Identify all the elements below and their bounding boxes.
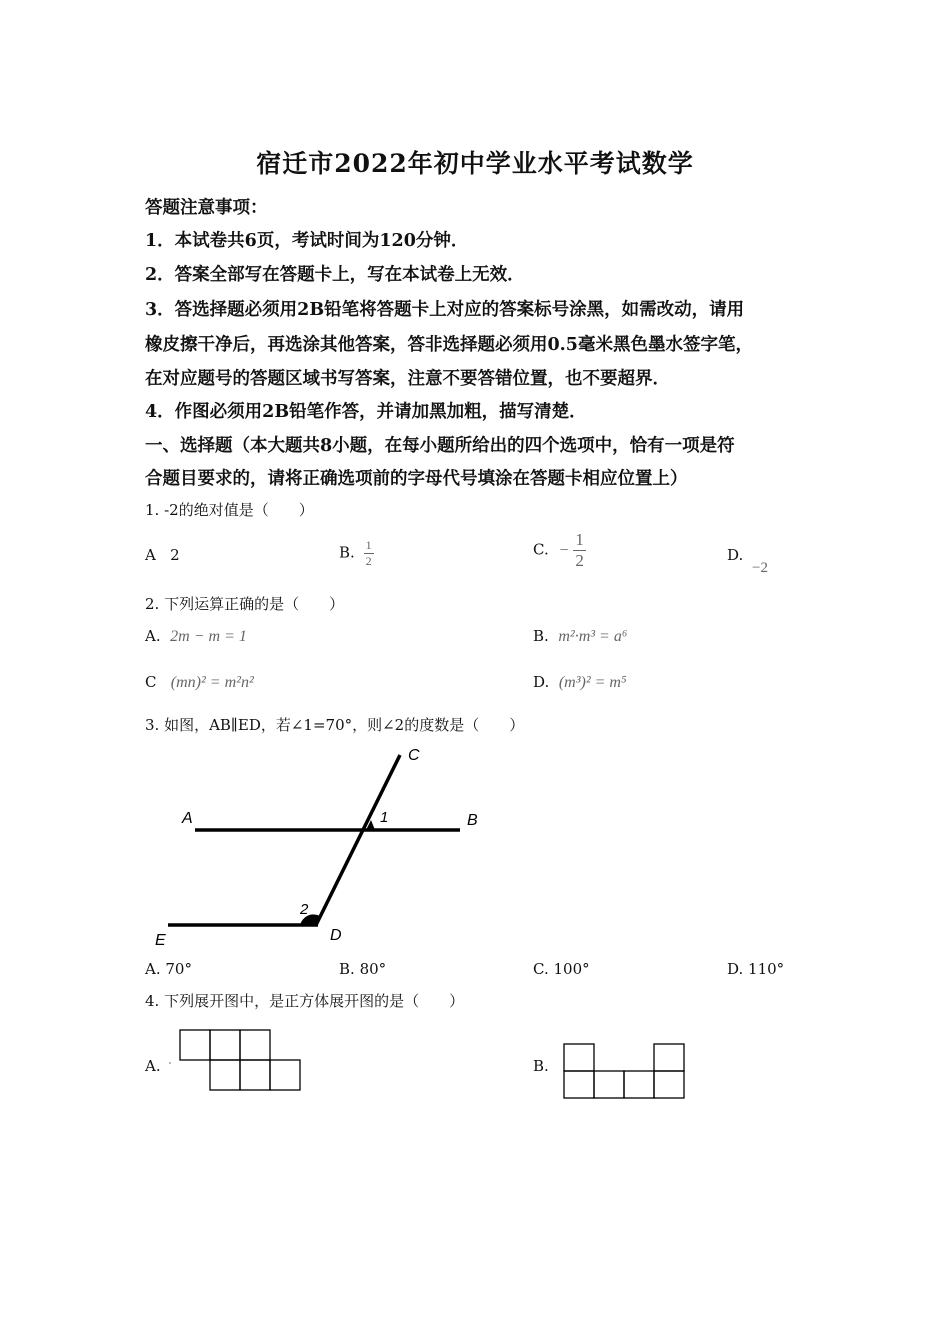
option-value: 70° (165, 960, 192, 978)
q3-option-c[interactable] (533, 960, 590, 978)
numerator: 1 (365, 538, 372, 552)
option-value: 100° (553, 960, 590, 978)
math-expression: 2m − m = 1 (170, 628, 247, 645)
option-label: A. (145, 627, 161, 645)
net-square (240, 1030, 270, 1060)
q4-option-b[interactable] (533, 1057, 549, 1075)
q3-stem: 3. 如图，AB∥ED，若∠1=70°，则∠2的度数是（ ） (145, 716, 525, 734)
notice-item: 2．答案全部写在答题卡上，写在本试卷上无效． (145, 265, 525, 285)
q2-option-b[interactable] (533, 627, 627, 646)
q2-option-d[interactable] (533, 673, 627, 692)
q3-option-b[interactable] (339, 960, 386, 978)
q4-option-a[interactable] (145, 1057, 161, 1075)
option-label: D. (727, 546, 744, 564)
dot-mark (169, 1062, 171, 1064)
net-square (654, 1044, 684, 1071)
math-expression: (m³)² = m⁵ (558, 674, 627, 691)
q1-option-d[interactable] (727, 546, 743, 564)
option-label: B. (533, 627, 549, 645)
net-square (180, 1030, 210, 1060)
notice-heading: 答题注意事项： (145, 198, 268, 218)
notice-item: 1．本试卷共6页，考试时间为120分钟． (145, 231, 469, 251)
q4-net-a (166, 1028, 306, 1092)
line-cd (316, 755, 400, 925)
net-square (654, 1071, 684, 1098)
label-d: D (330, 927, 342, 944)
option-label: C. (533, 540, 549, 559)
option-label: A (145, 546, 156, 564)
option-label: C (145, 673, 157, 691)
minus-sign: − (559, 541, 569, 559)
option-label: A. (145, 1057, 161, 1075)
page-title: 宿迁市2022年初中学业水平考试数学 (256, 149, 694, 178)
section-heading: 一、选择题（本大题共8小题，在每小题所给出的四个选项中，恰有一项是符 (145, 436, 735, 456)
q2-stem: 2. 下列运算正确的是（ ） (145, 595, 345, 613)
net-square (210, 1030, 240, 1060)
section-heading-cont: 合题目要求的，请将正确选项前的字母代号填涂在答题卡相应位置上） (145, 469, 688, 489)
q3-option-a[interactable] (145, 960, 192, 978)
label-b: B (467, 812, 478, 829)
q1-option-d-value: −2 (752, 560, 768, 576)
fraction (573, 530, 586, 571)
math-expression: m²·m³ = a⁶ (558, 628, 628, 645)
net-square (210, 1060, 240, 1090)
option-label: C. (533, 960, 549, 978)
option-label: B. (339, 543, 355, 562)
net-square (564, 1071, 594, 1098)
q2-option-a[interactable] (145, 627, 247, 646)
q3-option-d[interactable] (727, 960, 784, 978)
net-square (240, 1060, 270, 1090)
option-label: D. (533, 673, 550, 691)
label-c: C (408, 747, 420, 764)
fraction (364, 538, 374, 569)
notice-item: 橡皮擦干净后，再选涂其他答案，答非选择题必须用0.5毫米黑色墨水签字笔， (145, 335, 753, 355)
net-square (624, 1071, 654, 1098)
q1-option-b[interactable] (339, 538, 374, 569)
label-a: A (182, 810, 193, 827)
net-square (270, 1060, 300, 1090)
option-value: 110° (748, 960, 785, 978)
notice-item: 在对应题号的答题区域书写答案，注意不要答错位置，也不要超界． (145, 369, 670, 389)
option-label: D. (727, 960, 744, 978)
label-e: E (155, 932, 166, 949)
q1-stem: 1. -2的绝对值是（ ） (145, 501, 314, 519)
denominator: 2 (365, 554, 372, 568)
notice-item: 3．答选择题必须用2B铅笔将答题卡上对应的答案标号涂黑，如需改动，请用 (145, 300, 745, 320)
option-value: 80° (359, 960, 387, 978)
option-label: A. (145, 960, 161, 978)
net-square (594, 1071, 624, 1098)
q4-net-b (562, 1042, 688, 1102)
math-expression: (mn)² = m²n² (170, 674, 254, 691)
label-angle-2: 2 (300, 901, 309, 918)
numerator: 1 (575, 530, 584, 549)
q1-option-c[interactable] (533, 530, 586, 571)
option-label: B. (339, 960, 355, 978)
label-angle-1: 1 (380, 809, 389, 826)
q2-option-c[interactable] (145, 673, 254, 692)
denominator: 2 (575, 551, 584, 570)
q3-figure (150, 740, 490, 955)
notice-item: 4．作图必须用2B铅笔作答，并请加黑加粗，描写清楚． (145, 402, 587, 422)
net-square (564, 1044, 594, 1071)
option-label: B. (533, 1057, 549, 1075)
q1-option-a[interactable] (145, 546, 180, 564)
q4-stem: 4. 下列展开图中，是正方体展开图的是（ ） (145, 992, 465, 1010)
option-value: 2 (170, 546, 180, 564)
